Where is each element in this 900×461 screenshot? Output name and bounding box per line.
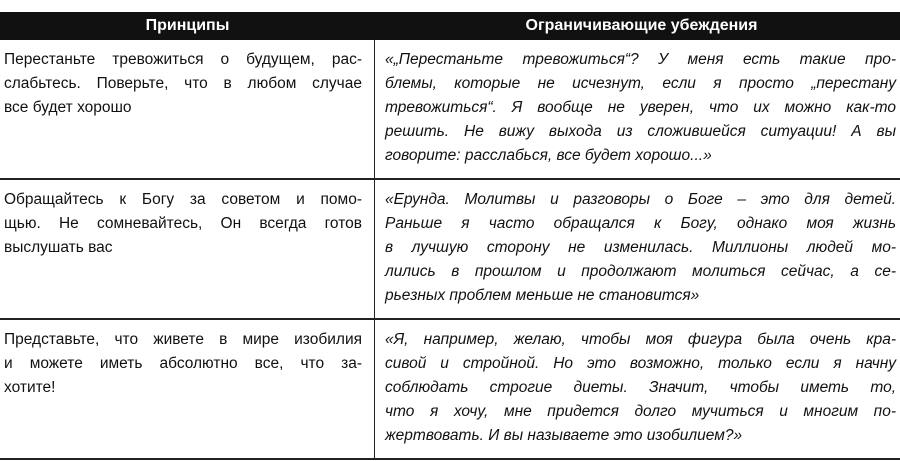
text-line: «Я, например, желаю, чтобы моя фигура была очень кра- — [385, 331, 896, 348]
belief-cell — [375, 180, 900, 318]
text-line: в лучшую сторону не изменилась. Миллионы людей мо- — [385, 239, 896, 256]
text-line: щью. Не сомневайтесь, Он всегда готов — [4, 215, 362, 232]
text-line: слабьтесь. Поверьте, что в любом случае — [4, 75, 362, 92]
text-line: тревожиться“. Я вообще не уверен, что их можно как-то — [385, 99, 896, 116]
header-limiting-beliefs: Ограничивающие убеждения — [525, 17, 758, 34]
text-line: все будет хорошо — [4, 99, 132, 116]
text-line: говорите: расслабься, все будет хорошо...» — [385, 147, 712, 164]
text-line: Обращайтесь к Богу за советом и помо- — [4, 191, 362, 208]
text-line: сивой и стройной. Но это возможно, только если я начну — [385, 355, 896, 372]
text-line: соблюдать строгие диеты. Значит, чтобы иметь то, — [385, 379, 896, 396]
text-line: и можете иметь абсолютно все, что за- — [4, 355, 362, 372]
belief-cell — [375, 320, 900, 458]
table-row — [0, 180, 900, 320]
table-header — [0, 12, 900, 40]
text-line: Представьте, что живете в мире изобилия — [4, 331, 362, 348]
belief-cell — [375, 40, 900, 178]
principles-table — [0, 12, 900, 460]
principle-cell — [0, 40, 375, 178]
text-line: рьезных проблем меньше не становится» — [385, 287, 700, 304]
text-line: блемы, которые не исчезнут, если я просто „перестану — [385, 75, 896, 92]
table-row — [0, 40, 900, 180]
text-line: жертвовать. И вы называете это изобилием?» — [385, 427, 743, 444]
principle-cell — [0, 180, 375, 318]
header-principles: Принципы — [145, 17, 230, 34]
text-line: выслушать вас — [4, 239, 113, 256]
principle-cell — [0, 320, 375, 458]
text-line: лились в прошлом и продолжают молиться сейчас, а се- — [385, 263, 896, 280]
text-line: что я хочу, мне придется долго мучиться и многим по- — [385, 403, 896, 420]
text-line: Раньше я часто обращался к Богу, однако моя жизнь — [385, 215, 896, 232]
text-line: «„Перестаньте тревожиться“? У меня есть такие про- — [385, 51, 896, 68]
table-row — [0, 320, 900, 460]
text-line: хотите! — [4, 379, 56, 396]
text-line: решить. Не вижу выхода из сложившейся ситуации! А вы — [385, 123, 896, 140]
text-line: Перестаньте тревожиться о будущем, рас- — [4, 51, 362, 68]
text-line: «Ерунда. Молитвы и разговоры о Боге – это для детей. — [385, 191, 896, 208]
